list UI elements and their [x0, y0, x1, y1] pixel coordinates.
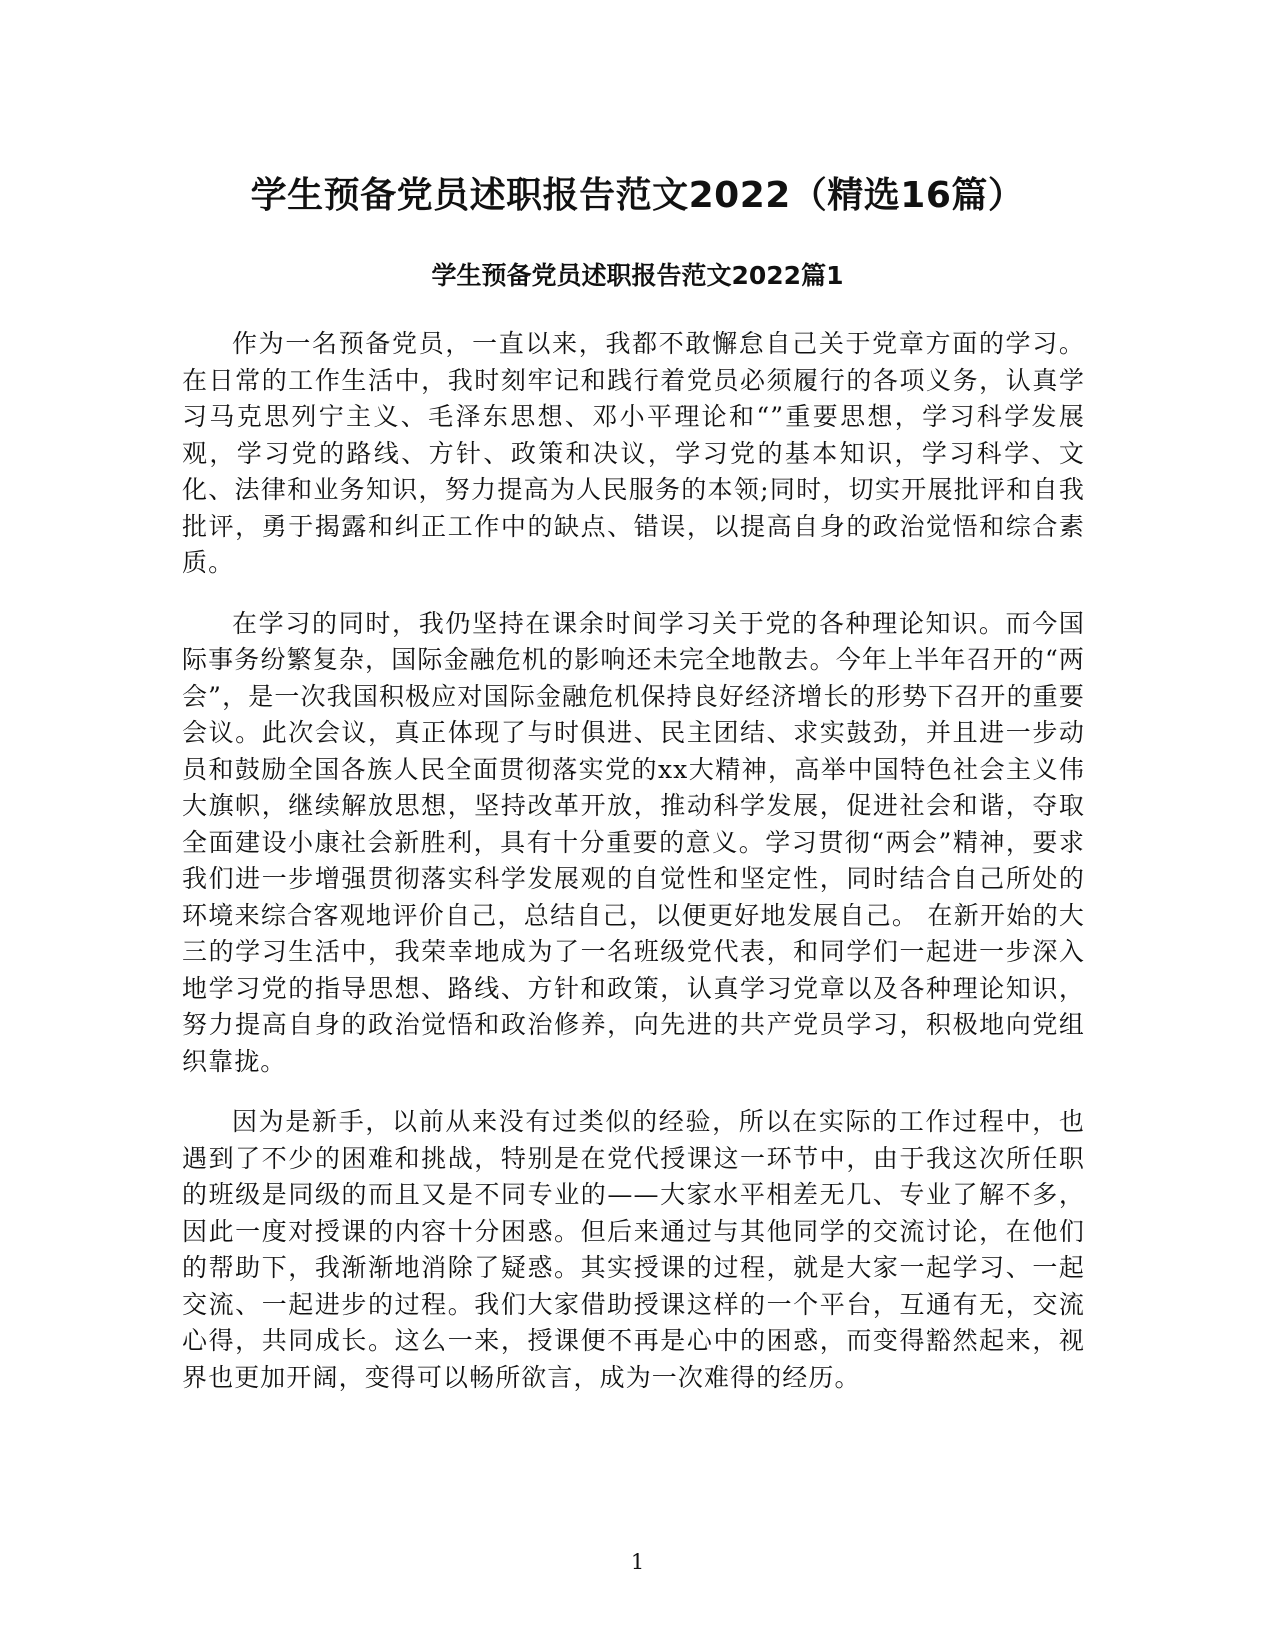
- document-body: [182, 326, 1085, 1420]
- paragraph-1: 作为一名预备党员，一直以来，我都不敢懈怠自己关于党章方面的学习。在日常的工作生活中，我时刻牢记和践行着党员必须履行的各项义务，认真学习马克思列宁主义、毛泽东思想、邓小平理论和“”重要思想，学习科学发展观，学习党的路线、方针、政策和决议，学习党的基本知识，学习科学、文化、法律和业务知识，努力提高为人民服务的本领;同时，切实开展批评和自我批评，勇于揭露和纠正工作中的缺点、错误，以提高自身的政治觉悟和综合素质。: [182, 329, 1085, 577]
- section-heading: 学生预备党员述职报告范文2022篇1: [431, 261, 844, 290]
- paragraph-3: 因为是新手，以前从来没有过类似的经验，所以在实际的工作过程中，也遇到了不少的困难和挑战，特别是在党代授课这一环节中，由于我这次所任职的班级是同级的而且又是不同专业的——大家水平相差无几、专业了解不多，因此一度对授课的内容十分困惑。但后来通过与其他同学的交流讨论，在他们的帮助下，我渐渐地消除了疑惑。其实授课的过程，就是大家一起学习、一起交流、一起进步的过程。我们大家借助授课这样的一个平台，互通有无，交流心得，共同成长。这么一来，授课便不再是心中的困惑，而变得豁然起来，视界也更加开阔，变得可以畅所欲言，成为一次难得的经历。: [182, 1107, 1085, 1392]
- document-title: 学生预备党员述职报告范文2022（精选16篇）: [250, 175, 1025, 216]
- paragraph-2: 在学习的同时，我仍坚持在课余时间学习关于党的各种理论知识。而今国际事务纷繁复杂，国际金融危机的影响还未完全地散去。今年上半年召开的“两会”，是一次我国积极应对国际金融危机保持良好经济增长的形势下召开的重要会议。此次会议，真正体现了与时俱进、民主团结、求实鼓劲，并且进一步动员和鼓励全国各族人民全面贯彻落实党的xx大精神，高举中国特色社会主义伟大旗帜，继续解放思想，坚持改革开放，推动科学发展，促进社会和谐，夺取全面建设小康社会新胜利，具有十分重要的意义。学习贯彻“两会”精神，要求我们进一步增强贯彻落实科学发展观的自觉性和坚定性，同时结合自己所处的环境来综合客观地评价自己，总结自己，以便更好地发展自己。 在新开始的大三的学习生活中，我荣幸地成为了一名班级党代表，和同学们一起进一步深入地学习党的指导思想、路线、方针和政策，认真学习党章以及各种理论知识，努力提高自身的政治觉悟和政治修养，向先进的共产党员学习，积极地向党组织靠拢。: [182, 608, 1085, 1076]
- page-number: 1: [630, 1550, 645, 1574]
